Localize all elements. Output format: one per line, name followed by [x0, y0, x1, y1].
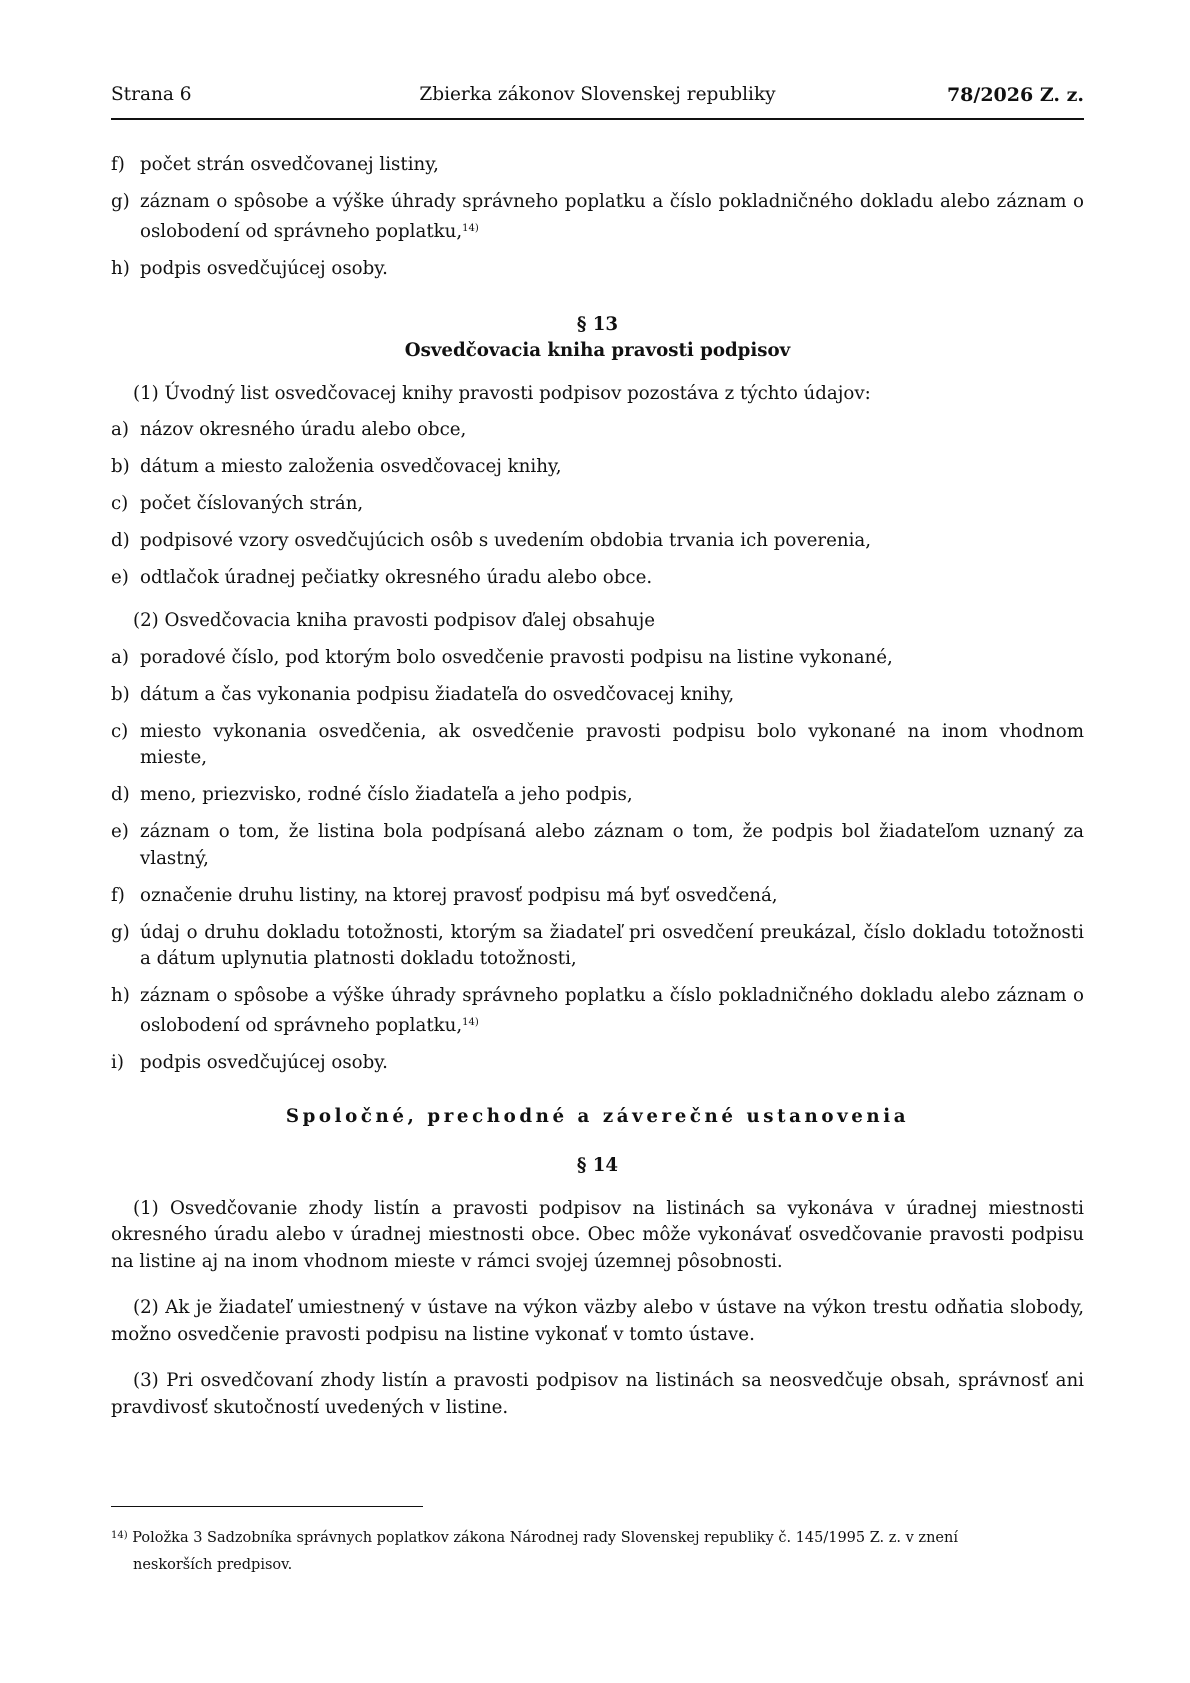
list-item: [111, 682, 1084, 709]
list-item: [111, 528, 1084, 555]
footnote-separator: [111, 1506, 423, 1507]
list-item: [111, 189, 1084, 245]
footnote-text-line-1: Položka 3 Sadzobníka správnych poplatkov zákona Národnej rady Slovenskej republiky č. 145/1995 Z. z. v znení: [132, 1530, 958, 1546]
list-letter: a): [111, 646, 129, 668]
list-text: poradové číslo, pod ktorým bolo osvedčenie pravosti podpisu na listine vykonané,: [140, 646, 893, 668]
list-text: záznam o tom, že listina bola podpísaná alebo záznam o tom, že podpis bol žiadateľom uznaný za vlastný,: [140, 821, 1084, 869]
list-item: [111, 645, 1084, 672]
list-letter: a): [111, 419, 129, 440]
list-letter: c): [111, 493, 129, 514]
section-13-para-2-intro: (2) Osvedčovacia kniha pravosti podpisov ďalej obsahuje: [133, 610, 656, 631]
list-item: [111, 983, 1084, 1039]
list-letter: e): [111, 567, 129, 588]
section-14-paragraph: (2) Ak je žiadateľ umiestnený v ústave na výkon väzby alebo v ústave na výkon trestu odňatia slobody, možno osvedčenie pravosti podpisu na listine vykonať v tomto ústave.: [111, 1297, 1084, 1345]
list-text: dátum a čas vykonania podpisu žiadateľa do osvedčovacej knihy,: [140, 683, 735, 705]
list-letter: f): [111, 154, 125, 175]
list-continuation: [111, 152, 1084, 282]
list-text: dátum a miesto založenia osvedčovacej knihy,: [140, 456, 562, 477]
list-item: [111, 883, 1084, 910]
list-item: [111, 782, 1084, 809]
list-text: odtlačok úradnej pečiatky okresného úradu alebo obce.: [140, 567, 653, 588]
list-letter: d): [111, 530, 130, 551]
list-item: [111, 256, 1084, 283]
footnote-14: [111, 1522, 1084, 1579]
issue-number: 78/2026 Z. z.: [946, 84, 1084, 106]
page-content: [111, 152, 1084, 1441]
list-text: podpis osvedčujúcej osoby.: [140, 257, 388, 279]
list-text: podpisové vzory osvedčujúcich osôb s uvedením obdobia trvania ich poverenia,: [140, 530, 872, 551]
list-text: údaj o druhu dokladu totožnosti, ktorým sa žiadateľ pri osvedčení preukázal, číslo dokladu totožnosti a dátum uplynutia platnosti dokladu totožnosti,: [140, 921, 1084, 969]
list-item: [111, 454, 1084, 481]
footnote-reference[interactable]: 14): [462, 1016, 479, 1028]
list-letter: f): [111, 884, 125, 906]
page-header: [111, 80, 1084, 120]
publication-title: Zbierka zákonov Slovenskej republiky: [419, 84, 776, 105]
list-letter: g): [111, 191, 130, 212]
list-item: [111, 819, 1084, 872]
section-13-para-1-intro: (1) Úvodný list osvedčovacej knihy pravosti podpisov pozostáva z týchto údajov:: [133, 382, 871, 404]
list-item: [111, 920, 1084, 973]
section-14-number: § 14: [576, 1155, 619, 1176]
list-text: počet strán osvedčovanej listiny,: [140, 154, 439, 175]
section-13-para-1-list: [111, 417, 1084, 592]
footnote-mark: 14): [111, 1530, 128, 1541]
list-item: [111, 719, 1084, 772]
list-text: záznam o spôsobe a výške úhrady správneho poplatku a číslo pokladničného dokladu alebo záznam o oslobodení od správneho poplatku,: [140, 985, 1084, 1036]
section-13-number: § 13: [576, 313, 619, 335]
list-letter: b): [111, 683, 130, 705]
list-letter: d): [111, 784, 130, 805]
list-item: [111, 1050, 1084, 1077]
list-item: [111, 565, 1084, 592]
list-letter: b): [111, 456, 130, 477]
list-text: miesto vykonania osvedčenia, ak osvedčenie pravosti podpisu bolo vykonané na inom vhodnom mieste,: [140, 720, 1084, 768]
list-text: meno, priezvisko, rodné číslo žiadateľa a jeho podpis,: [140, 784, 633, 805]
list-text: názov okresného úradu alebo obce,: [140, 419, 467, 440]
section-14-paragraph: (1) Osvedčovanie zhody listín a pravosti podpisov na listinách sa vykonáva v úradnej miestnosti okresného úradu alebo v úradnej miestnosti obce. Obec môže vykonávať osvedčovanie pravosti podpisu na listine aj na inom vhodnom mieste v rámci svojej územnej pôsobnosti.: [111, 1197, 1084, 1272]
list-letter: c): [111, 720, 129, 742]
list-text: počet číslovaných strán,: [140, 493, 364, 514]
footnote-reference[interactable]: 14): [462, 222, 479, 234]
section-13-title: Osvedčovacia kniha pravosti podpisov: [404, 340, 791, 361]
section-14-paragraph: (3) Pri osvedčovaní zhody listín a pravosti podpisov na listinách sa neosvedčuje obsah, správnosť ani pravdivosť skutočností uvedených v listine.: [111, 1370, 1084, 1418]
list-text: záznam o spôsobe a výške úhrady správneho poplatku a číslo pokladničného dokladu alebo záznam o oslobodení od správneho poplatku,: [140, 191, 1084, 242]
list-item: [111, 417, 1084, 444]
section-13-para-2-list: [111, 645, 1084, 1077]
list-letter: h): [111, 985, 130, 1006]
list-letter: g): [111, 921, 130, 943]
list-text: označenie druhu listiny, na ktorej pravosť podpisu má byť osvedčená,: [140, 884, 778, 906]
list-letter: h): [111, 257, 130, 279]
list-item: [111, 152, 1084, 179]
list-letter: e): [111, 821, 129, 842]
list-item: [111, 491, 1084, 518]
page-label: Strana 6: [111, 84, 192, 105]
list-letter: i): [111, 1051, 124, 1073]
footnote-text-line-2: neskorších predpisov.: [133, 1557, 293, 1573]
part-heading: Spoločné, prechodné a záverečné ustanovenia: [285, 1105, 910, 1127]
list-text: podpis osvedčujúcej osoby.: [140, 1051, 388, 1073]
